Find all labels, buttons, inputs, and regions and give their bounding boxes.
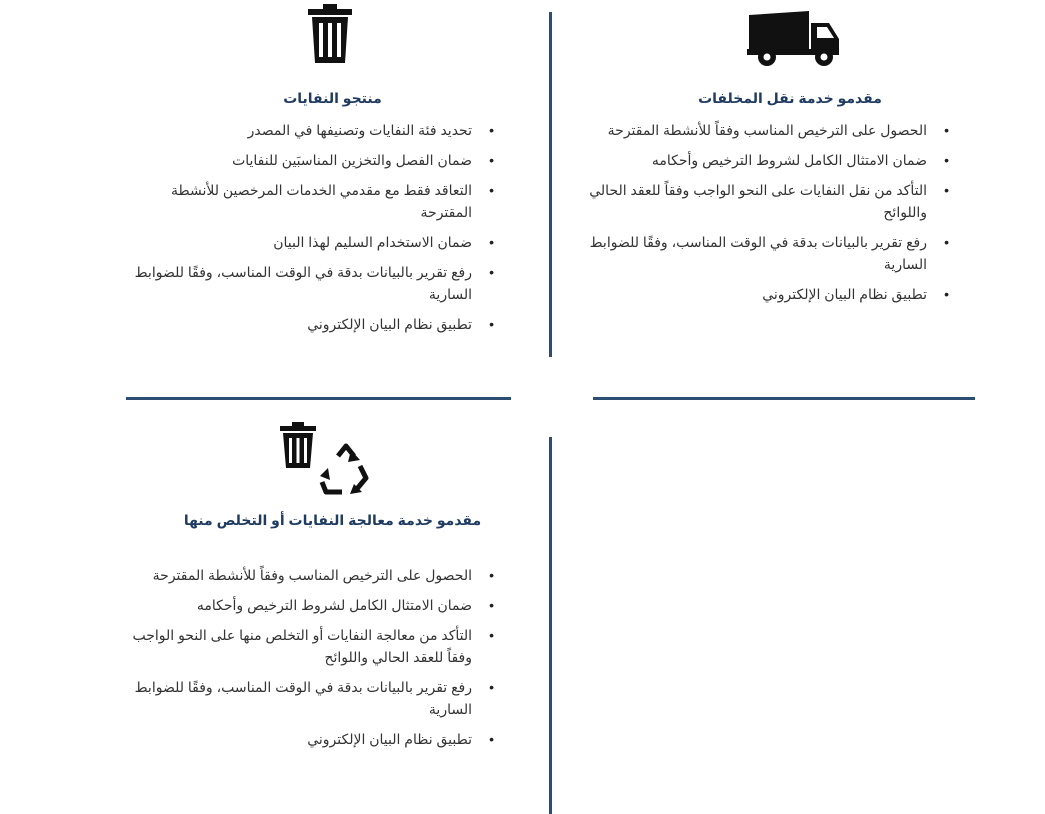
list-item: • التعاقد فقط مع مقدمي الخدمات المرخصين للأنشطة المقترحة (130, 179, 500, 223)
list-item: • ضمان الامتثال الكامل لشروط الترخيص وأحكامه (585, 149, 955, 171)
vertical-divider-top (549, 12, 552, 357)
list-item: • التأكد من نقل النفايات على النحو الواجب وفقاً للعقد الحالي واللوائح (585, 179, 955, 223)
list-item: • ضمان الفصل والتخزين المناسبَين للنفايات (130, 149, 500, 171)
list-item: • تطبيق نظام البيان الإلكتروني (130, 313, 500, 335)
list-item: • رفع تقرير بالبيانات بدقة في الوقت المناسب، وفقًا للضوابط السارية (130, 676, 500, 720)
treatment-duties-list (130, 564, 500, 758)
list-item: • تحديد فئة النفايات وتصنيفها في المصدر (130, 119, 500, 141)
list-item: • ضمان الامتثال الكامل لشروط الترخيص وأحكامه (130, 594, 500, 616)
truck-icon (747, 9, 842, 67)
waste-producers-title: منتجو النفايات (283, 90, 382, 106)
transport-duties-list (585, 119, 955, 313)
list-item: • تطبيق نظام البيان الإلكتروني (585, 283, 955, 305)
list-item: • تطبيق نظام البيان الإلكتروني (130, 728, 500, 750)
transport-providers-title: مقدمو خدمة نقل المخلفات (698, 90, 882, 106)
horizontal-divider-right (593, 397, 975, 400)
list-item: • رفع تقرير بالبيانات بدقة في الوقت المناسب، وفقًا للضوابط السارية (130, 261, 500, 305)
trash-bin-icon (305, 3, 355, 65)
list-item: • ضمان الاستخدام السليم لهذا البيان (130, 231, 500, 253)
list-item: • رفع تقرير بالبيانات بدقة في الوقت المناسب، وفقًا للضوابط السارية (585, 231, 955, 275)
producers-duties-list (130, 119, 500, 343)
trash-recycle-icon (278, 420, 373, 500)
list-item: • الحصول على الترخيص المناسب وفقاً للأنشطة المقترحة (585, 119, 955, 141)
list-item: • الحصول على الترخيص المناسب وفقاً للأنشطة المقترحة (130, 564, 500, 586)
list-item: • التأكد من معالجة النفايات أو التخلص منها على النحو الواجب وفقاً للعقد الحالي واللوائح (130, 624, 500, 668)
treatment-providers-title: مقدمو خدمة معالجة النفايات أو التخلص منها (183, 512, 482, 528)
horizontal-divider-left (126, 397, 511, 400)
vertical-divider-bottom (549, 437, 552, 814)
